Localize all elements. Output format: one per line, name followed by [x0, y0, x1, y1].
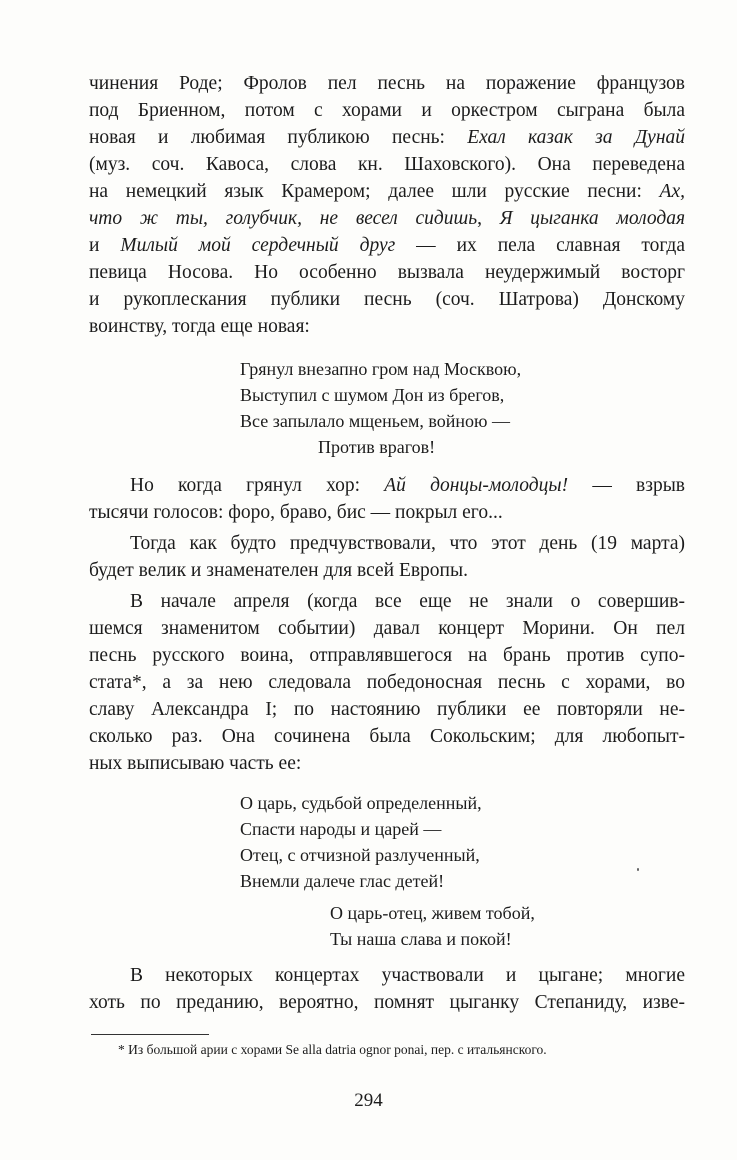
song-title: Ехал казак за Дунай	[467, 127, 685, 148]
footnote-rule	[91, 1034, 209, 1035]
text-fragment: и	[89, 235, 121, 256]
text-fragment: новая и любимая публикою песнь:	[89, 127, 468, 148]
text-line: В начале апреля (когда все еще не знали о совершив-	[130, 591, 685, 612]
chorus-title: Ай донцы-молодцы!	[384, 475, 569, 496]
page-number: 294	[354, 1090, 383, 1111]
text-line: воинству, тогда еще новая:	[89, 316, 310, 337]
text-line: сколько раз. Она сочинена была Сокольским; для любопыт-	[89, 726, 685, 747]
text-line: (муз. соч. Кавоса, слова кн. Шаховского). Она переведена	[89, 154, 685, 175]
verse-line: О царь-отец, живем тобой,	[330, 903, 535, 923]
text-fragment: — их пела славная тогда	[395, 235, 686, 256]
text-line	[89, 124, 685, 151]
text-line: песнь русского воина, отправлявшегося на брань против супо-	[89, 645, 685, 666]
text-fragment: Но когда грянул хор:	[130, 475, 385, 496]
text-line: чинения Роде; Фролов пел песнь на поражение французов	[89, 73, 685, 94]
text-fragment: — взрыв	[568, 475, 686, 496]
text-fragment: ,	[477, 208, 500, 229]
text-line: хоть по преданию, вероятно, помнят цыганку Степаниду, изве-	[89, 992, 685, 1013]
song-title: что ж ты, голубчик, не весел сидишь	[89, 208, 478, 229]
verse-line: Внемли далече глас детей!	[240, 871, 445, 891]
verse-line: Ты наша слава и покой!	[330, 929, 512, 949]
text-line	[89, 205, 685, 232]
text-line	[89, 178, 685, 205]
verse-line: Отец, с отчизной разлученный,	[240, 845, 480, 865]
verse-line: Грянул внезапно гром над Москвою,	[240, 359, 522, 379]
verse-line: Спасти народы и царей —	[240, 819, 442, 839]
verse-line: О царь, судьбой определенный,	[240, 793, 482, 813]
print-speck	[637, 868, 639, 871]
text-line: стата*, а за нею следовала победоносная песнь с хорами, во	[89, 672, 685, 693]
text-line: шемся знаменитом событии) давал концерт Морини. Он пел	[89, 618, 685, 639]
text-line: ных выписываю часть ее:	[89, 753, 302, 774]
footnote: * Из большой арии с хорами Se alla datria ognor ponai, пер. с итальянского.	[118, 1042, 547, 1057]
text-line: будет велик и знаменателен для всей Европы.	[89, 560, 468, 581]
text-line: под Бриенном, потом с хорами и оркестром сыграна была	[89, 100, 685, 121]
song-title: Ах,	[659, 181, 685, 202]
verse-line: Выступил с шумом Дон из брегов,	[240, 385, 505, 405]
text-line	[89, 232, 685, 259]
verse-line: Против врагов!	[318, 437, 436, 457]
text-line	[130, 472, 685, 499]
text-line: славу Александра I; по настоянию публики ее повторяли не-	[89, 699, 685, 720]
song-title: Я цыганка молодая	[499, 208, 686, 229]
text-line: Тогда как будто предчувствовали, что этот день (19 марта)	[130, 533, 685, 554]
text-line: В некоторых концертах участвовали и цыгане; многие	[130, 965, 685, 986]
song-title: Милый мой сердечный друг	[120, 235, 396, 256]
text-line: тысячи голосов: форо, браво, бис — покрыл его...	[89, 502, 503, 523]
text-line: певица Носова. Но особенно вызвала неудержимый восторг	[89, 262, 685, 283]
text-fragment: на немецкий язык Крамером; далее шли русские песни:	[89, 181, 660, 202]
text-line: и рукоплескания публики песнь (соч. Шатрова) Донскому	[89, 289, 685, 310]
verse-line: Все запылало мщеньем, войною —	[240, 411, 510, 431]
